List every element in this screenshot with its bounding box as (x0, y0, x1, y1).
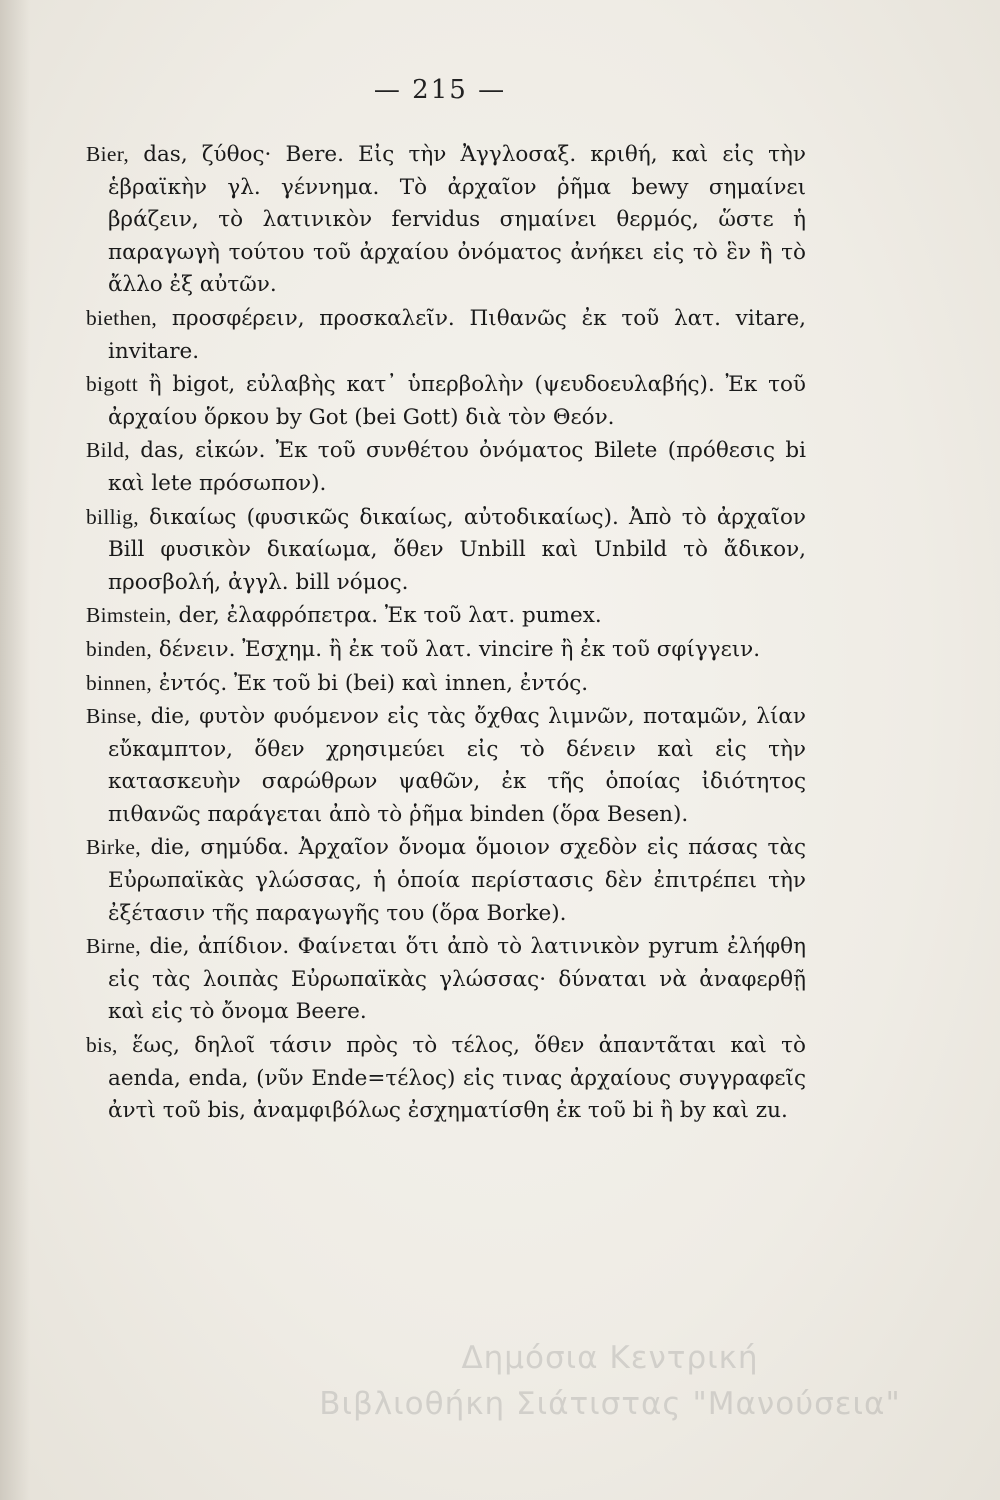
entry-text: ἐντός. Ἐκ τοῦ bi (bei) καὶ innen, ἐντός. (152, 670, 589, 696)
entry-text: δένειν. Ἐσχημ. ἢ ἐκ τοῦ λατ. vincire ἢ ἐκ τοῦ σφίγγειν. (152, 636, 761, 662)
entry-birke (86, 831, 806, 930)
entry-text: προσφέρειν, προσκαλεῖν. Πιθανῶς ἐκ τοῦ λατ. vitare, invitare. (108, 305, 806, 364)
page-number: — 215 — (373, 75, 507, 105)
entry-biethen (86, 302, 806, 368)
library-watermark (230, 1335, 990, 1427)
headword: Bier, (86, 142, 130, 166)
entry-birne (86, 930, 806, 1029)
watermark-line-1: Δημόσια Κεντρική (461, 1340, 759, 1376)
entry-text: die, ἀπίδιον. Φαίνεται ὅτι ἀπὸ τὸ λατινικὸν pyrum ἐλήφθη εἰς τὰς λοιπὰς Εὐρωπαϊκὰς γλώσσας· δύναται νὰ ἀναφερθῇ καὶ εἰς τὸ ὄνομα Beere. (108, 934, 806, 1025)
entry-binse (86, 700, 806, 831)
headword: biethen, (86, 305, 158, 330)
entry-text: δικαίως (φυσικῶς δικαίως, αὐτοδικαίως). Ἀπὸ τὸ ἀρχαῖον Bill φυσικὸν δικαίωμα, ὅθεν Unbill καὶ Unbild τὸ ἄδικον, προσβολή, ἀγγλ. bill νόμος. (108, 504, 806, 595)
entry-bigott (86, 368, 806, 434)
entry-text: ἕως, δηλοῖ τάσιν πρὸς τὸ τέλος, ὅθεν ἀπαντᾶται καὶ τὸ aenda, enda, (νῦν Ende=τέλος) εἰς τινας ἀρχαίους συγγραφεῖς ἀντὶ τοῦ bis, ἀναμφιβόλως ἐσχηματίσθη ἐκ τοῦ bi ἢ by καὶ zu. (108, 1033, 806, 1124)
entry-binden (86, 633, 806, 667)
headword: binnen, (86, 670, 152, 695)
headword: bis, (86, 1033, 118, 1058)
entry-text: die, σημύδα. Ἀρχαῖον ὄνομα ὅμοιον σχεδὸν εἰς πάσας τὰς Εὐρωπαϊκὰς γλώσσας, ἡ ὁποία περίστασις δὲν ἐπιτρέπει τὴν ἐξέτασιν τῆς παραγωγῆς του (ὅρα Borke). (108, 835, 806, 926)
entry-text: der, ἐλαφρόπετρα. Ἐκ τοῦ λατ. pumex. (171, 603, 602, 629)
entry-text: das, ζύθος· Bere. Εἰς τὴν Ἀγγλοσαξ. κριθή, καὶ εἰς τὴν ἑβραϊκὴν γλ. γέννημα. Τὸ ἀρχαῖον ῥῆμα bewy σημαίνει βράζειν, τὸ λατινικὸν fervidus σημαίνει θερμός, ὥστε ἡ παραγωγὴ τούτου τοῦ ἀρχαίου ὀνόματος ἀνήκει εἰς τὸ ἓν ἢ τὸ ἄλλο ἐξ αὐτῶν. (108, 142, 806, 298)
headword: Birne, (86, 934, 141, 959)
entry-text: das, εἰκών. Ἐκ τοῦ συνθέτου ὀνόματος Bilete (πρόθεσις bi καὶ lete πρόσωπον). (108, 438, 806, 496)
headword: bigott (86, 372, 138, 397)
watermark-line-2: Βιβλιοθήκη Σιάτιστας "Μανούσεια" (319, 1386, 901, 1422)
entry-binnen (86, 667, 806, 701)
headword: billig, (86, 504, 139, 529)
entry-bild (86, 434, 806, 500)
headword: Bild, (86, 438, 130, 463)
entry-bier (86, 138, 806, 302)
binding-shadow (0, 0, 30, 1500)
headword: Bimstein, (86, 603, 172, 628)
headword: binden, (86, 636, 152, 661)
entry-bimstein (86, 599, 806, 633)
headword: Birke, (86, 835, 141, 860)
entry-text: ἢ bigot, εὐλαβὴς κατ᾽ ὑπερβολὴν (ψευδοευλαβής). Ἐκ τοῦ ἀρχαίου ὅρκου by Got (bei Gott) διὰ τὸν Θεόν. (108, 372, 806, 430)
entry-billig (86, 501, 806, 600)
dictionary-entries (86, 138, 806, 1128)
entry-text: die, φυτὸν φυόμενον εἰς τὰς ὄχθας λιμνῶν, ποταμῶν, λίαν εὔκαμπτον, ὅθεν χρησιμεύει εἰς τὸ δένειν καὶ εἰς τὴν κατασκευὴν σαρώθρων ψαθῶν, ἐκ τῆς ὁποίας ἰδιότητος πιθανῶς παράγεται ἀπὸ τὸ ῥῆμα binden (ὅρα Besen). (108, 704, 806, 827)
entry-bis (86, 1029, 806, 1128)
headword: Binse, (86, 704, 143, 729)
